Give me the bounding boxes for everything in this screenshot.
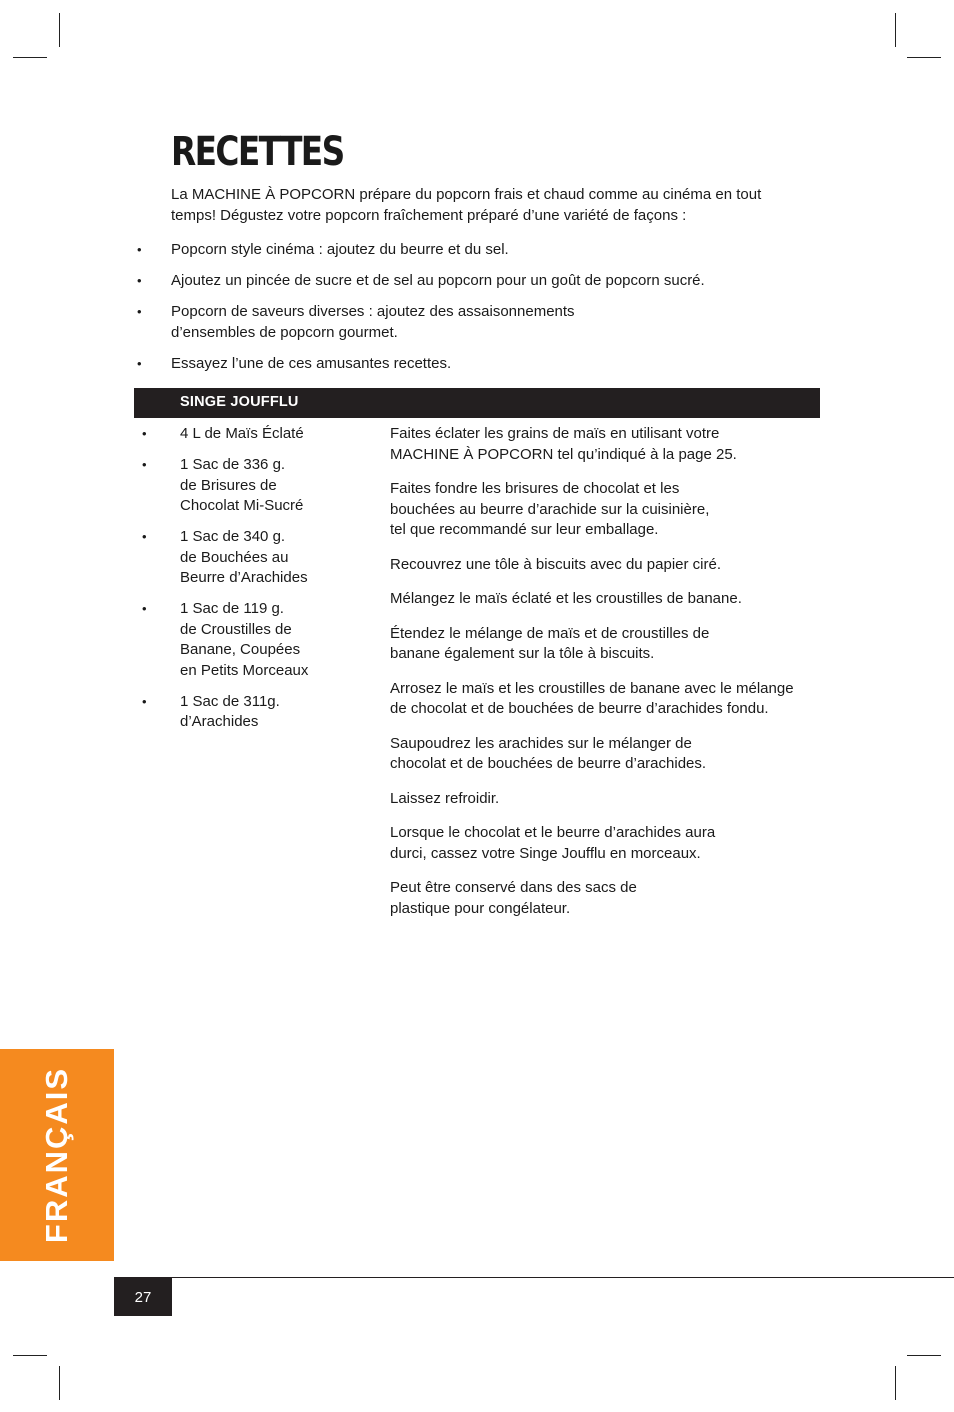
recipe-step: Peut être conservé dans des sacs de plastique pour congélateur.	[390, 879, 637, 917]
list-item: • Ajoutez un pincée de sucre et de sel au popcorn pour un goût de popcorn sucré.	[133, 271, 773, 292]
bullet-icon: •	[137, 242, 142, 257]
recipe-step: Recouvrez une tôle à biscuits avec du papier ciré.	[390, 555, 722, 573]
crop-mark	[59, 1366, 60, 1400]
list-item: • 1 Sac de 311g. d’Arachides	[142, 692, 280, 730]
bullet-icon: •	[142, 457, 147, 472]
page-title: RECETTES	[171, 129, 344, 175]
crop-mark	[13, 57, 47, 58]
language-tab	[0, 1049, 114, 1261]
bullet-icon: •	[142, 426, 147, 441]
bullet-icon: •	[142, 601, 147, 616]
intro-paragraph: La MACHINE À POPCORN prépare du popcorn frais et chaud comme au cinéma en tout temps! Dégustez votre popcorn fraîchement préparé d’une variété de façons :	[171, 186, 762, 224]
list-item: • Popcorn de saveurs diverses : ajoutez des assaisonnements d’ensembles de popcorn gourmet.	[137, 303, 575, 341]
footer-divider	[114, 1277, 954, 1278]
recipe-header-bar	[134, 388, 820, 418]
list-item: • Essayez l’une de ces amusantes recettes.	[133, 354, 773, 375]
recipe-step: Faites fondre les brisures de chocolat et les bouchées au beurre d’arachide sur la cuisinière, tel que recommandé sur leur emballage.	[390, 480, 710, 538]
list-item: • 1 Sac de 119 g. de Croustilles de Banane, Coupées en Petits Morceaux	[142, 600, 309, 679]
recipe-step: Mélangez le maïs éclaté et les croustilles de banane.	[390, 590, 742, 607]
bullet-icon: •	[137, 273, 142, 288]
crop-mark	[907, 57, 941, 58]
bullet-icon: •	[142, 529, 147, 544]
list-item: • Popcorn style cinéma : ajoutez du beurre et du sel.	[133, 240, 773, 261]
recipe-step: Lorsque le chocolat et le beurre d’arachides aura durci, cassez votre Singe Joufflu en morceaux.	[390, 824, 716, 862]
recipe-step: Laissez refroidir.	[390, 789, 500, 807]
crop-mark	[907, 1355, 941, 1356]
page-number: 27	[114, 1278, 172, 1316]
ingredients-list	[142, 424, 372, 743]
recipe-steps	[390, 424, 820, 933]
bullet-icon: •	[137, 355, 142, 371]
language-label: FRANÇAIS	[39, 1066, 74, 1244]
crop-mark	[59, 13, 60, 47]
bullet-icon: •	[142, 693, 147, 709]
recipe-step: Étendez le mélange de maïs et de croustilles de banane également sur la tôle à biscuits.	[390, 624, 710, 662]
serving-suggestions-list	[133, 240, 773, 385]
bullet-icon: •	[137, 304, 142, 319]
recipe-step: Arrosez le maïs et les croustilles de banane avec le mélange de chocolat et de bouchées de beurre d’arachides fondu.	[390, 679, 794, 717]
recipe-title: SINGE JOUFFLU	[180, 394, 299, 410]
recipe-step: Saupoudrez les arachides sur le mélanger de chocolat et de bouchées de beurre d’arachides.	[390, 734, 707, 772]
recipe-step: Faites éclater les grains de maïs en utilisant votre MACHINE À POPCORN tel qu’indiqué à la page 25.	[390, 425, 737, 463]
list-item: • 4 L de Maïs Éclaté	[142, 424, 372, 445]
crop-mark	[895, 13, 896, 47]
list-item: • 1 Sac de 336 g. de Brisures de Chocolat Mi-Sucré	[142, 456, 304, 514]
crop-mark	[13, 1355, 47, 1356]
crop-mark	[895, 1366, 896, 1400]
list-item: • 1 Sac de 340 g. de Bouchées au Beurre d’Arachides	[142, 528, 308, 586]
